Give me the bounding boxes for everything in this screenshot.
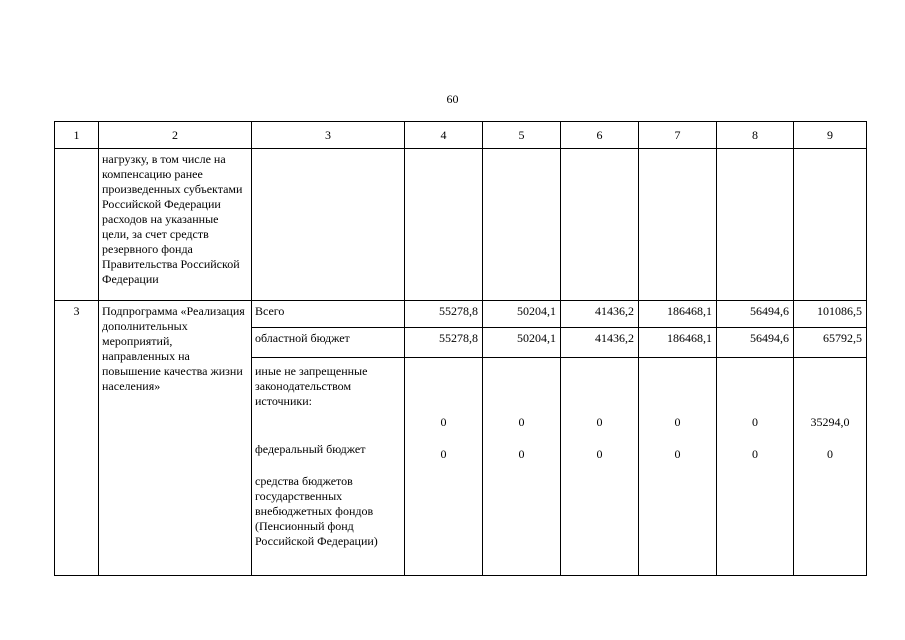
value-cell-multi	[483, 358, 561, 576]
empty-cell	[561, 149, 639, 301]
empty-cell	[483, 149, 561, 301]
header-cell: 7	[639, 122, 717, 149]
empty-cell	[252, 149, 405, 301]
continuation-text: нагрузку, в том числе на компенсацию ранее произведенных субъектами Российской Федерации расходов на указанные цели, за счет средств резервного фонда Правительства Российской Федерации	[99, 149, 252, 301]
value-cell-multi	[405, 358, 483, 576]
header-cell: 2	[99, 122, 252, 149]
header-cell: 1	[55, 122, 99, 149]
empty-cell	[639, 149, 717, 301]
other-sources-cell	[252, 358, 405, 576]
value-cell: 41436,2	[561, 328, 639, 358]
header-cell: 6	[561, 122, 639, 149]
offbudget-value: 0	[827, 447, 833, 461]
federal-value: 0	[596, 415, 603, 429]
value-cell: 50204,1	[483, 328, 561, 358]
source-label-regional: областной бюджет	[252, 328, 405, 358]
empty-cell	[405, 149, 483, 301]
federal-value: 0	[440, 415, 447, 429]
value-cell-multi	[639, 358, 717, 576]
federal-label: федеральный бюджет	[255, 442, 366, 456]
header-cell: 8	[717, 122, 794, 149]
header-cell: 3	[252, 122, 405, 149]
value-cell-multi	[717, 358, 794, 576]
empty-cell	[55, 149, 99, 301]
value-cell: 101086,5	[794, 301, 867, 328]
value-cell: 55278,8	[405, 328, 483, 358]
empty-cell	[794, 149, 867, 301]
table-header-row	[55, 122, 867, 149]
value-cell-multi	[794, 358, 867, 576]
continuation-row	[55, 149, 867, 301]
federal-value: 0	[752, 415, 758, 429]
header-cell: 9	[794, 122, 867, 149]
value-cell: 55278,8	[405, 301, 483, 328]
empty-cell	[717, 149, 794, 301]
value-cell: 186468,1	[639, 301, 717, 328]
value-cell: 65792,5	[794, 328, 867, 358]
value-cell: 41436,2	[561, 301, 639, 328]
offbudget-value: 0	[674, 447, 681, 461]
federal-value: 0	[674, 415, 681, 429]
offbudget-value: 0	[752, 447, 758, 461]
value-cell: 50204,1	[483, 301, 561, 328]
page-number: 60	[446, 92, 459, 106]
offbudget-value: 0	[518, 447, 525, 461]
offbudget-value: 0	[440, 447, 447, 461]
value-cell-multi	[561, 358, 639, 576]
table-row-total	[55, 301, 867, 328]
federal-value: 0	[518, 415, 525, 429]
other-sources-label: иные не запрещенные законодательством источники:	[255, 364, 368, 408]
row-number: 3	[55, 301, 99, 576]
value-cell: 56494,6	[717, 328, 794, 358]
offbudget-label: средства бюджетов государственных внебюджетных фондов (Пенсионный фонд Российской Федерации)	[255, 474, 378, 548]
budget-table	[54, 121, 867, 576]
subprogram-name: Подпрограмма «Реализация дополнительных мероприятий, направленных на повышение качества жизни населения»	[99, 301, 252, 576]
value-cell: 186468,1	[639, 328, 717, 358]
header-cell: 4	[405, 122, 483, 149]
federal-value: 35294,0	[810, 415, 850, 429]
offbudget-value: 0	[596, 447, 603, 461]
value-cell: 56494,6	[717, 301, 794, 328]
source-label-total: Всего	[252, 301, 405, 328]
header-cell: 5	[483, 122, 561, 149]
